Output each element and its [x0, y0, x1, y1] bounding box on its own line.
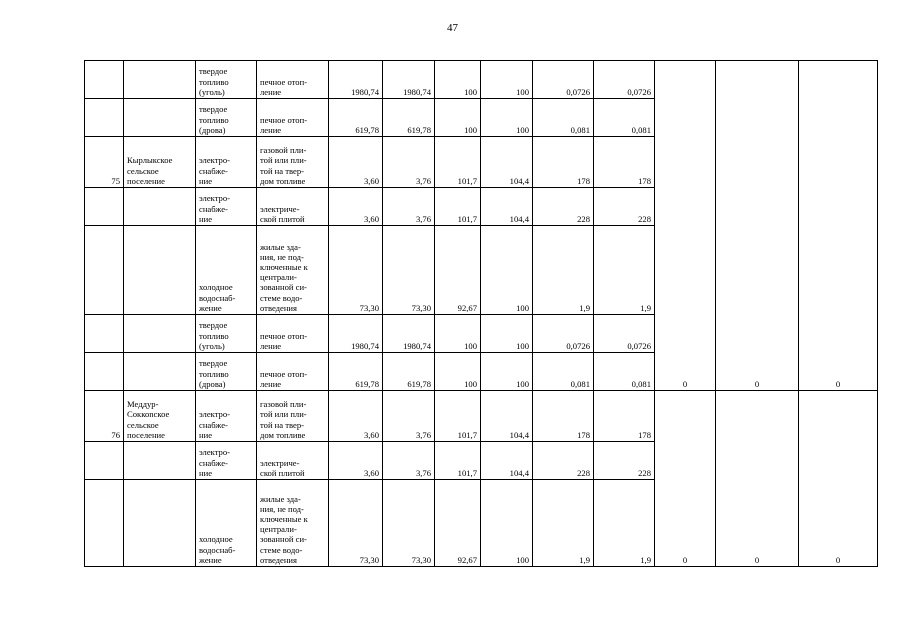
value-1-cell: 73,30	[329, 226, 383, 315]
settlement-cell	[124, 315, 196, 353]
value-3-cell: 101,7	[435, 137, 481, 188]
settlement-cell: Меддур- Соккоnское сельское поселение	[124, 391, 196, 442]
value-6-cell: 0,081	[594, 99, 655, 137]
value-4-cell: 100	[481, 353, 533, 391]
settlement-cell	[124, 353, 196, 391]
merged-value-cell: 0	[716, 61, 799, 391]
settlement-cell	[124, 188, 196, 226]
value-6-cell: 228	[594, 442, 655, 480]
value-4-cell: 100	[481, 480, 533, 567]
value-6-cell: 1,9	[594, 480, 655, 567]
value-2-cell: 619,78	[383, 353, 435, 391]
value-3-cell: 100	[435, 99, 481, 137]
resource-cell: твердое топливо (дрова)	[196, 353, 257, 391]
value-2-cell: 1980,74	[383, 315, 435, 353]
tariff-table	[84, 60, 878, 567]
settlement-cell	[124, 99, 196, 137]
value-2-cell: 3,76	[383, 137, 435, 188]
value-5-cell: 1,9	[533, 480, 594, 567]
table-row	[85, 61, 878, 99]
consumer-cell: газовой пли- той или пли- той на твер- дом топливе	[257, 391, 329, 442]
value-2-cell: 1980,74	[383, 61, 435, 99]
resource-cell: холодное водоснаб- жение	[196, 226, 257, 315]
value-3-cell: 100	[435, 61, 481, 99]
row-number	[85, 353, 124, 391]
settlement-cell	[124, 442, 196, 480]
value-1-cell: 3,60	[329, 137, 383, 188]
settlement-cell: Кырлыкское сельское поселение	[124, 137, 196, 188]
row-number	[85, 226, 124, 315]
value-1-cell: 3,60	[329, 391, 383, 442]
value-4-cell: 100	[481, 99, 533, 137]
value-3-cell: 92,67	[435, 226, 481, 315]
settlement-cell	[124, 61, 196, 99]
value-6-cell: 0,0726	[594, 315, 655, 353]
row-number	[85, 480, 124, 567]
value-5-cell: 178	[533, 137, 594, 188]
value-5-cell: 228	[533, 442, 594, 480]
value-4-cell: 104,4	[481, 188, 533, 226]
value-4-cell: 100	[481, 226, 533, 315]
value-2-cell: 73,30	[383, 480, 435, 567]
value-3-cell: 100	[435, 315, 481, 353]
table-row	[85, 391, 878, 442]
row-number: 75	[85, 137, 124, 188]
consumer-cell: печное отоп- ление	[257, 353, 329, 391]
value-5-cell: 0,0726	[533, 61, 594, 99]
row-number	[85, 99, 124, 137]
merged-value-cell: 0	[799, 61, 878, 391]
table-body	[85, 61, 878, 567]
resource-cell: твердое топливо (дрова)	[196, 99, 257, 137]
value-1-cell: 3,60	[329, 442, 383, 480]
resource-cell: электро- снабже- ние	[196, 137, 257, 188]
value-1-cell: 1980,74	[329, 61, 383, 99]
value-5-cell: 1,9	[533, 226, 594, 315]
row-number	[85, 315, 124, 353]
value-6-cell: 178	[594, 391, 655, 442]
row-number	[85, 442, 124, 480]
value-6-cell: 0,0726	[594, 61, 655, 99]
resource-cell: твердое топливо (уголь)	[196, 61, 257, 99]
value-5-cell: 0,0726	[533, 315, 594, 353]
value-1-cell: 73,30	[329, 480, 383, 567]
value-6-cell: 1,9	[594, 226, 655, 315]
value-6-cell: 0,081	[594, 353, 655, 391]
resource-cell: твердое топливо (уголь)	[196, 315, 257, 353]
value-6-cell: 178	[594, 137, 655, 188]
consumer-cell: печное отоп- ление	[257, 61, 329, 99]
row-number	[85, 188, 124, 226]
value-4-cell: 104,4	[481, 391, 533, 442]
consumer-cell: жилые зда- ния, не под- ключенные к централи- зованной си- стеме водо- отведения	[257, 226, 329, 315]
value-3-cell: 101,7	[435, 442, 481, 480]
value-4-cell: 104,4	[481, 137, 533, 188]
value-3-cell: 101,7	[435, 188, 481, 226]
value-2-cell: 73,30	[383, 226, 435, 315]
merged-value-cell: 0	[655, 61, 716, 391]
value-1-cell: 1980,74	[329, 315, 383, 353]
consumer-cell: печное отоп- ление	[257, 315, 329, 353]
resource-cell: электро- снабже- ние	[196, 391, 257, 442]
resource-cell: холодное водоснаб- жение	[196, 480, 257, 567]
merged-value-cell: 0	[716, 391, 799, 567]
merged-value-cell: 0	[655, 391, 716, 567]
value-4-cell: 100	[481, 315, 533, 353]
value-1-cell: 619,78	[329, 353, 383, 391]
value-1-cell: 3,60	[329, 188, 383, 226]
value-2-cell: 619,78	[383, 99, 435, 137]
value-1-cell: 619,78	[329, 99, 383, 137]
value-3-cell: 100	[435, 353, 481, 391]
value-3-cell: 101,7	[435, 391, 481, 442]
value-2-cell: 3,76	[383, 442, 435, 480]
value-4-cell: 100	[481, 61, 533, 99]
consumer-cell: печное отоп- ление	[257, 99, 329, 137]
resource-cell: электро- снабже- ние	[196, 188, 257, 226]
value-4-cell: 104,4	[481, 442, 533, 480]
resource-cell: электро- снабже- ние	[196, 442, 257, 480]
value-3-cell: 92,67	[435, 480, 481, 567]
row-number	[85, 61, 124, 99]
consumer-cell: электриче- ской плитой	[257, 442, 329, 480]
settlement-cell	[124, 226, 196, 315]
value-5-cell: 0,081	[533, 353, 594, 391]
page-number: 47	[447, 22, 458, 34]
value-5-cell: 228	[533, 188, 594, 226]
settlement-cell	[124, 480, 196, 567]
merged-value-cell: 0	[799, 391, 878, 567]
value-2-cell: 3,76	[383, 391, 435, 442]
consumer-cell: жилые зда- ния, не под- ключенные к централи- зованной си- стеме водо- отведения	[257, 480, 329, 567]
value-2-cell: 3,76	[383, 188, 435, 226]
row-number: 76	[85, 391, 124, 442]
value-6-cell: 228	[594, 188, 655, 226]
consumer-cell: газовой пли- той или пли- той на твер- дом топливе	[257, 137, 329, 188]
value-5-cell: 0,081	[533, 99, 594, 137]
consumer-cell: электриче- ской плитой	[257, 188, 329, 226]
value-5-cell: 178	[533, 391, 594, 442]
